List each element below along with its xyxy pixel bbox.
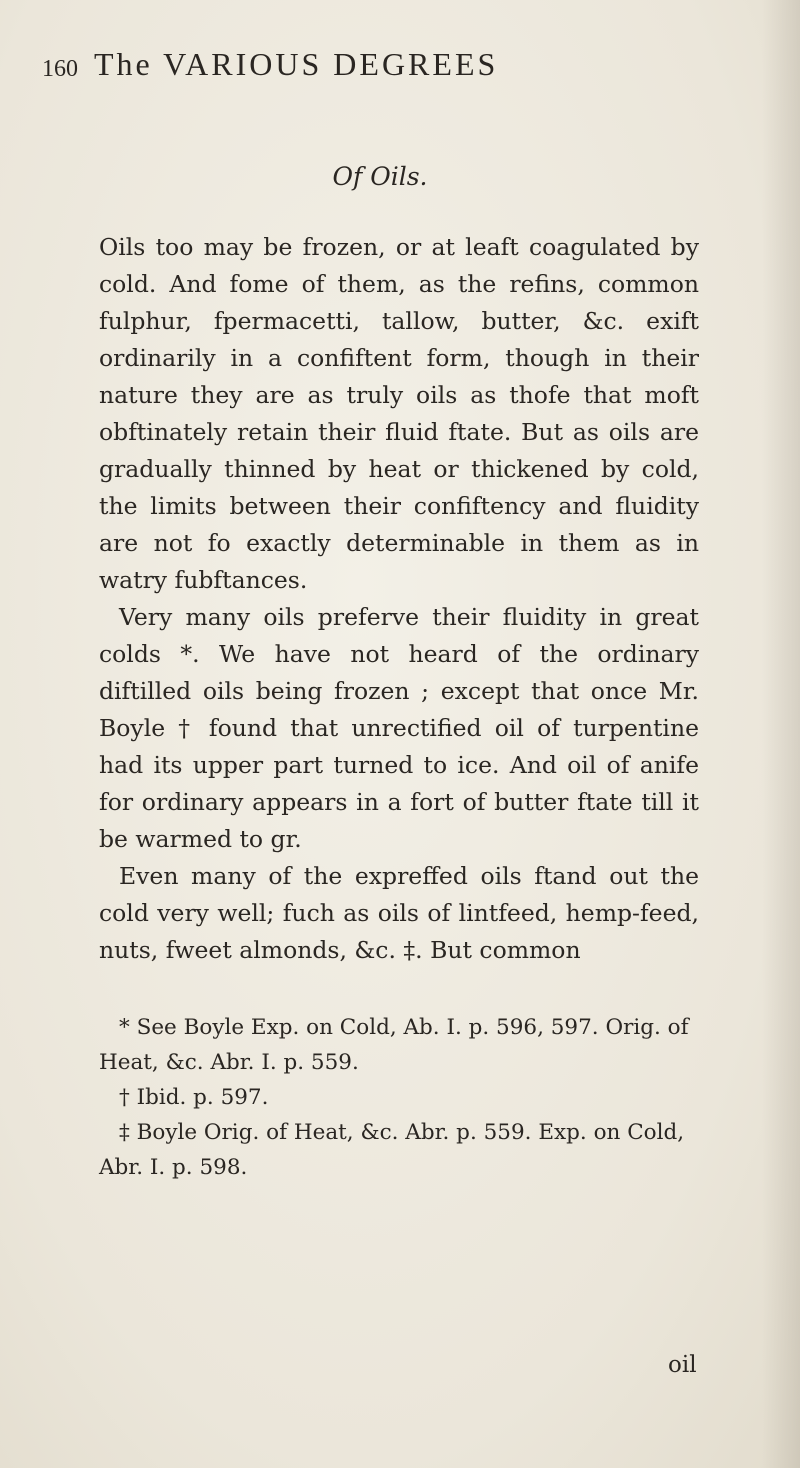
footnote: * See Boyle Exp. on Cold, Ab. I. p. 596, 597. Orig. of Heat, &c. Abr. I. p. 559. <box>99 1015 689 1075</box>
paragraph: Even many of the expreffed oils ftand out the cold very well; fuch as oils of lintfeed, hemp-feed, nuts, fweet almonds, &c. ‡. But common <box>99 862 699 964</box>
section-title: Of Oils. <box>332 162 428 191</box>
page-edge-shadow <box>762 0 800 1468</box>
footnotes <box>99 1010 699 1185</box>
running-head-title: The VARIOUS DEGREES <box>94 46 499 82</box>
body-text <box>99 229 699 969</box>
footnote: ‡ Boyle Orig. of Heat, &c. Abr. p. 559. Exp. on Cold, Abr. I. p. 598. <box>99 1120 685 1180</box>
running-head <box>42 42 742 92</box>
paragraph: Oils too may be frozen, or at leaft coagulated by cold. And fome of them, as the refins, common fulphur, fpermacetti, tallow, butter, &c. exift ordinarily in a confiftent form, though in their nature they are as truly oils as thofe that moft obftinately retain their fluid ftate. But as oils are gradually thinned by heat or thickened by cold, the limits between their confiftency and fluidity are not fo exactly determinable in them as in watry fubftances. <box>99 233 699 594</box>
catchword: oil <box>668 1352 697 1378</box>
paragraph: Very many oils preferve their fluidity in great colds *. We have not heard of the ordinary diftilled oils being frozen ; except that once Mr. Boyle † found that unrectified oil of turpentine had its upper part turned to ice. And oil of anife for ordinary appears in a fort of butter ftate till it be warmed to gr. <box>99 603 699 853</box>
footnote: † Ibid. p. 597. <box>119 1085 269 1110</box>
page-number: 160 <box>42 56 78 82</box>
